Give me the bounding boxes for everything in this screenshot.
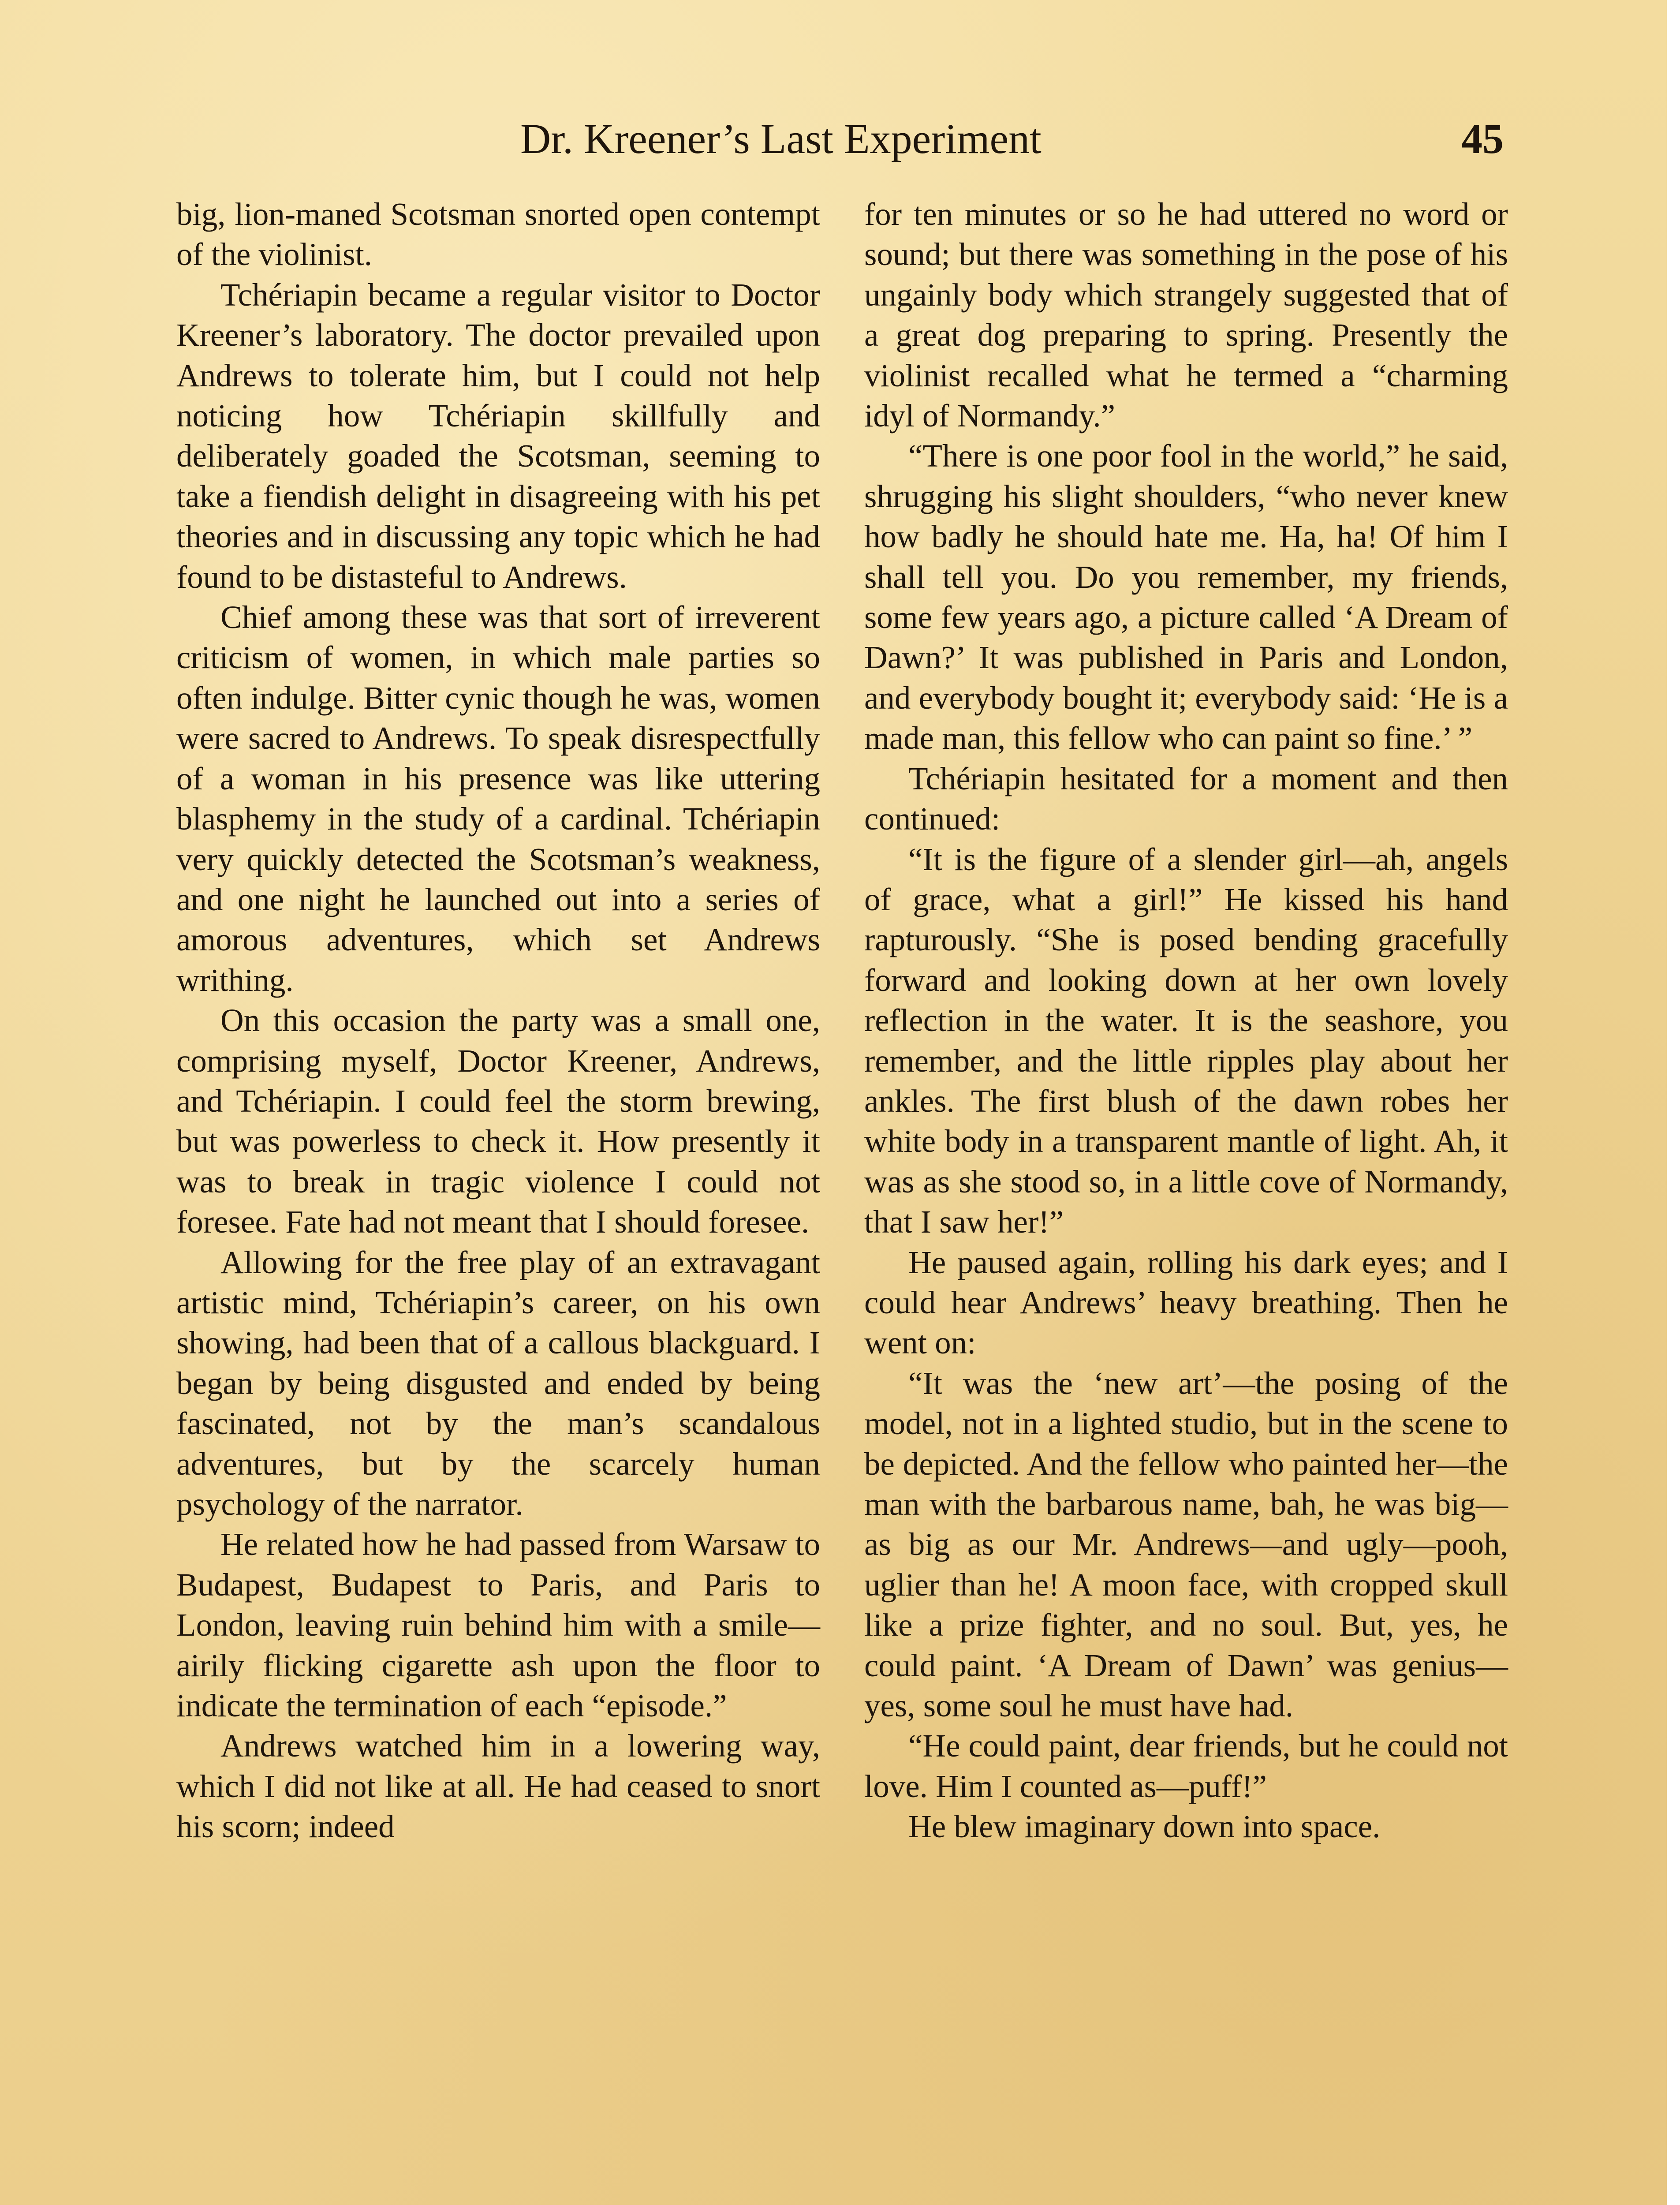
paragraph: big, lion-maned Scotsman snorted open contempt of the violinist. xyxy=(176,196,820,273)
paragraph: On this occasion the party was a small one, comprising myself, Doctor Kreener, Andrews, and Tchériapin. I could feel the storm brewing, but was powerless to check it. How presently it was to break in tragic violence I could not foresee. Fate had not meant that I should foresee. xyxy=(176,1002,820,1240)
paragraph: Allowing for the free play of an extravagant artistic mind, Tchériapin’s career, on his own showing, had been that of a callous blackguard. I began by being disgusted and ended by being fascinated, not by the man’s scandalous adventures, but by the scarcely human psychology of the narrator. xyxy=(176,1244,820,1522)
right-column xyxy=(864,194,1508,1847)
paragraph: Tchériapin hesitated for a moment and then continued: xyxy=(864,760,1508,837)
running-title: Dr. Kreener’s Last Experiment xyxy=(520,115,1042,162)
paragraph: He related how he had passed from Warsaw to Budapest, Budapest to Paris, and Paris to London, leaving ruin behind him with a smile—airily flicking cigarette ash upon the floor to indicate the termination of each “episode.” xyxy=(176,1526,820,1724)
paragraph: “There is one poor fool in the world,” he said, shrugging his slight shoulders, “who never knew how badly he should hate me. Ha, ha! Of him I shall tell you. Do you remember, my friends, some few years ago, a picture called ‘A Dream of Dawn?’ It was published in Paris and London, and everybody bought it; everybody said: ‘He is a made man, this fellow who can paint so fine.’ ” xyxy=(864,438,1508,756)
paragraph: “It is the figure of a slender girl—ah, angels of grace, what a girl!” He kissed his hand rapturously. “She is posed bending gracefully forward and looking down at her own lovely reflection in the water. It is the seashore, you remember, and the little ripples play about her ankles. The first blush of the dawn robes her white body in a transparent mantle of light. Ah, it was as she stood so, in a little cove of Normandy, that I saw her!” xyxy=(864,841,1508,1240)
paragraph: “It was the ‘new art’—the posing of the model, not in a lighted studio, but in the scene to be depicted. And the fellow who painted her—the man with the barbarous name, bah, he was big—as big as our Mr. Andrews—and ugly—pooh, uglier than he! A moon face, with cropped skull like a prize fighter, and no soul. But, yes, he could paint. ‘A Dream of Dawn’ was genius—yes, some soul he must have had. xyxy=(864,1365,1508,1724)
page-number: 45 xyxy=(1461,115,1504,162)
running-header xyxy=(168,112,1512,165)
paragraph: Tchériapin became a regular visitor to Doctor Kreener’s laboratory. The doctor prevailed upon Andrews to tolerate him, but I could not help noticing how Tchériapin skillfully and deliberately goaded the Scotsman, seeming to take a fiendish delight in disagreeing with his pet theories and in discussing any topic which he had found to be distasteful to Andrews. xyxy=(176,277,820,595)
page-edge xyxy=(1667,0,1680,2205)
paragraph: for ten minutes or so he had uttered no word or sound; but there was something in the pose of his ungainly body which strangely suggested that of a great dog preparing to spring. Presently the violinist recalled what he termed a “charming idyl of Normandy.” xyxy=(864,196,1508,434)
paragraph: Andrews watched him in a lowering way, which I did not like at all. He had ceased to snort his scorn; indeed xyxy=(176,1728,820,1845)
paragraph: He paused again, rolling his dark eyes; and I could hear Andrews’ heavy breathing. Then he went on: xyxy=(864,1244,1508,1361)
paragraph: He blew imaginary down into space. xyxy=(908,1809,1381,1845)
left-column xyxy=(176,194,820,1847)
paragraph: “He could paint, dear friends, but he could not love. Him I counted as—puff!” xyxy=(864,1728,1508,1804)
paragraph: Chief among these was that sort of irreverent criticism of women, in which male parties so often indulge. Bitter cynic though he was, women were sacred to Andrews. To speak disrespectfully of a woman in his presence was like uttering blasphemy in the study of a cardinal. Tchériapin very quickly detected the Scotsman’s weakness, and one night he launched out into a series of amorous adventures, which set Andrews writhing. xyxy=(176,599,820,998)
